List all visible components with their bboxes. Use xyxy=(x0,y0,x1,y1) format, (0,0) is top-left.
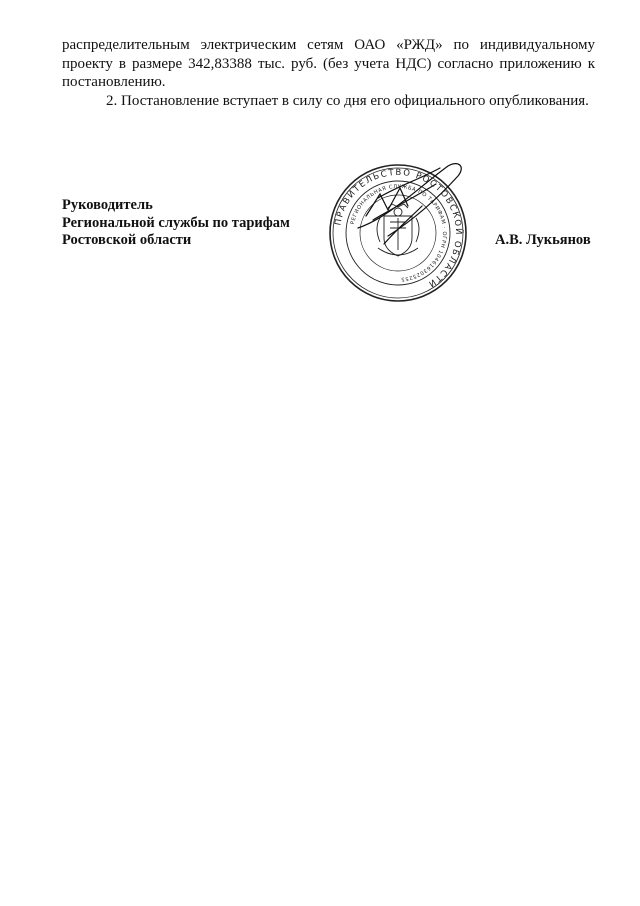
paragraph-1-line-1: распределительным электрическим сетям ОАО «РЖД» по индивидуальному xyxy=(62,37,595,53)
official-seal-stamp xyxy=(318,158,478,308)
signatory-title-line-2: Региональной службы по тарифам xyxy=(62,214,290,231)
signatory-title xyxy=(62,197,290,250)
svg-text:ПРАВИТЕЛЬСТВО РОСТОВСКОЙ ОБЛАС: ПРАВИТЕЛЬСТВО РОСТОВСКОЙ ОБЛАСТИ xyxy=(333,167,464,290)
signatory-title-line-1: Руководитель xyxy=(62,197,153,213)
signatory-title-line-3: Ростовской области xyxy=(62,232,192,248)
body-text xyxy=(62,36,595,110)
svg-text:РЕГИОНАЛЬНАЯ СЛУЖБА ПО ТАРИФАМ: РЕГИОНАЛЬНАЯ СЛУЖБА ПО ТАРИФАМ · ОГРН 1046163025255 xyxy=(349,183,448,282)
paragraph-2: 2. Постановление вступает в силу со дня его официального опубликования. xyxy=(106,92,589,109)
paragraph-1-line-2: проекту в размере 342,83388 тыс. руб. (без учета НДС) согласно приложению к xyxy=(62,55,595,72)
paragraph-1-line-3: постановлению. xyxy=(62,74,166,90)
signatory-name: А.В. Лукьянов xyxy=(495,232,591,248)
